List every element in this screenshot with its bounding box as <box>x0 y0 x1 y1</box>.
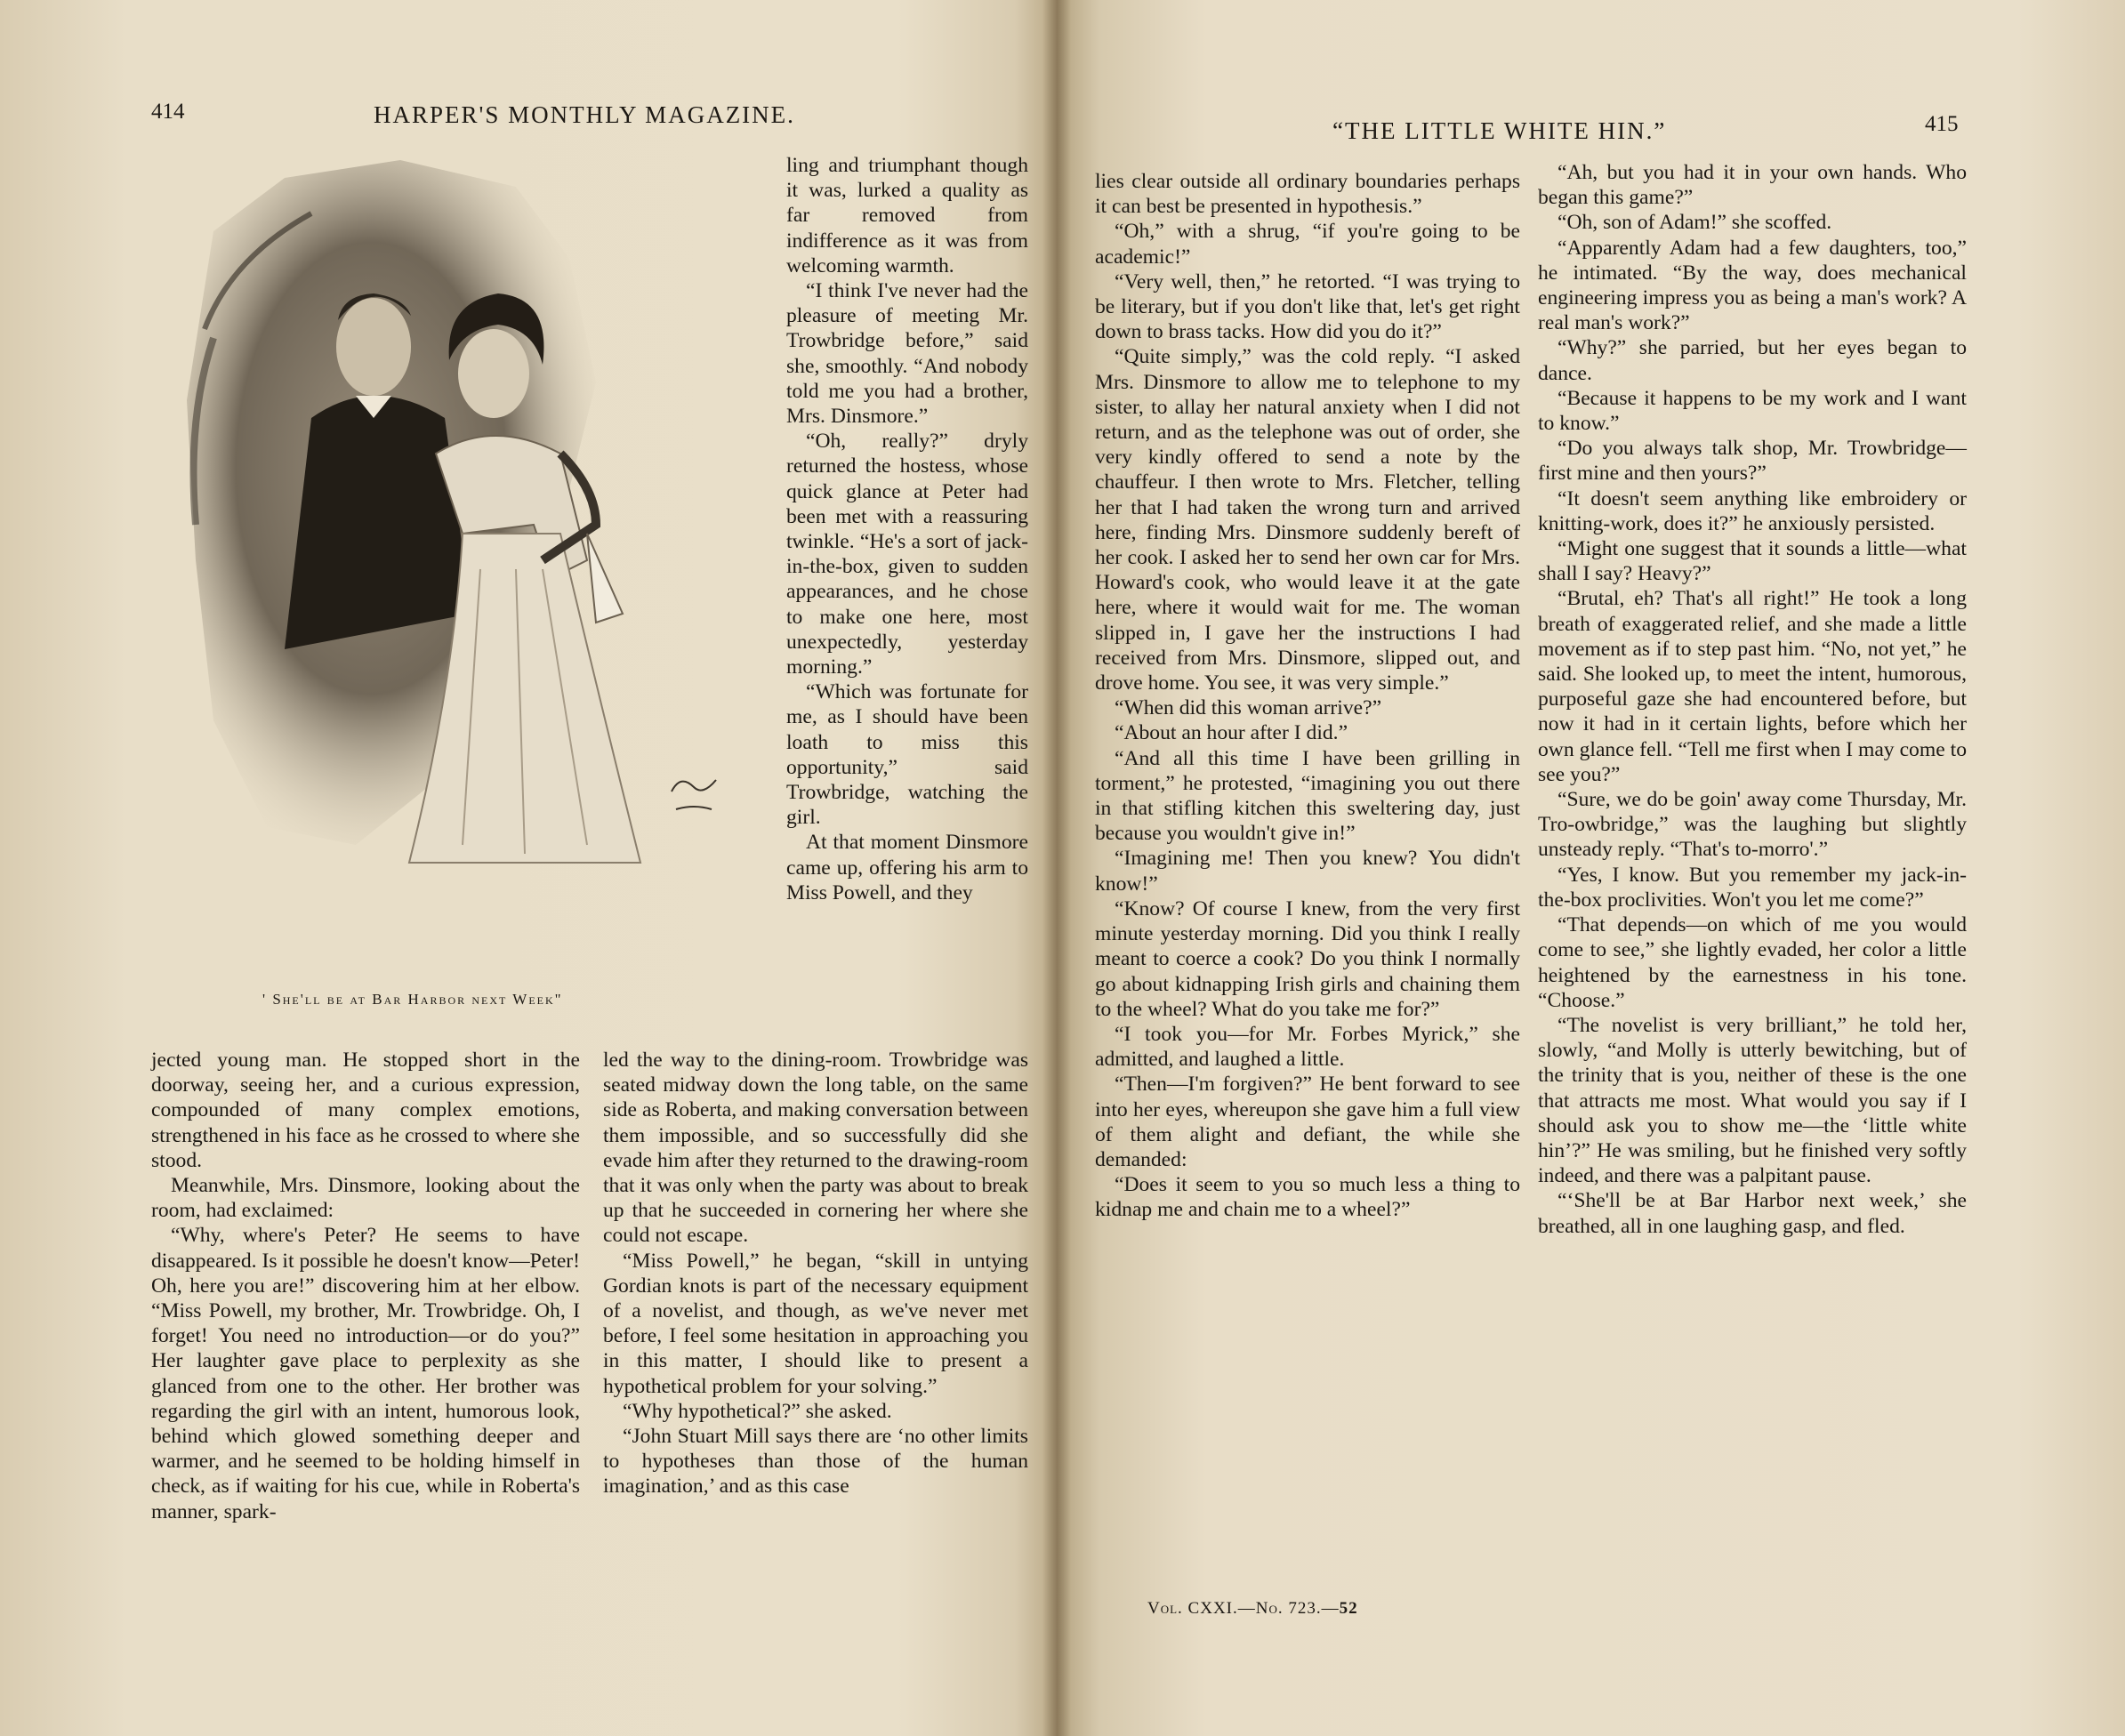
footer-volume: Vol. CXXI.—No. 723.— <box>1147 1599 1340 1618</box>
page-number-left: 414 <box>151 100 185 124</box>
paragraph: “Yes, I know. But you remember my jack-in-the-box proclivities. Won't you let me come?” <box>1538 863 1967 912</box>
paragraph: ling and triumphant though it was, lurked a quality as far removed from indifference as it was from welcoming warmth. <box>786 154 1028 277</box>
paragraph: “I think I've never had the pleasure of meeting Mr. Trowbridge before,” said she, smoothly. “And nobody told me you had a brother, Mrs. Dinsmore.” <box>786 279 1028 429</box>
paragraph: “Why hypothetical?” she asked. <box>623 1399 892 1423</box>
paragraph: “Apparently Adam had a few daughters, too,” he intimated. “By the way, does mechanical engineering impress you as being a man's work? A real man's work?” <box>1538 236 1967 335</box>
paragraph: “I took you—for Mr. Forbes Myrick,” she admitted, and laughed a little. <box>1095 1022 1520 1072</box>
paragraph: “‘She'll be at Bar Harbor next week,’ she breathed, all in one laughing gasp, and fled. <box>1538 1189 1967 1238</box>
paragraph: “Sure, we do be goin' away come Thursday, Mr. Tro-owbridge,” was the laughing but slightly unsteady reply. “That's to-morro'.” <box>1538 788 1967 862</box>
paragraph: “It doesn't seem anything like embroidery or knitting-work, does it?” he anxiously persisted. <box>1538 486 1967 535</box>
paragraph: “Because it happens to be my work and I want to know.” <box>1538 386 1967 436</box>
column-right-top <box>786 153 1028 905</box>
right-page <box>1057 0 2125 1736</box>
paragraph: “Quite simply,” was the cold reply. “I asked Mrs. Dinsmore to allow me to telephone to my sister, to allay her natural anxiety when I did not return, and as the telephone was out of order, she very kindly offered to send a note by the chauffeur. I then wrote to Mrs. Fletcher, telling her that I had taken the wrong turn and arrived here, finding Mrs. Dinsmore suddenly bereft of her cook. I asked her to send her own car for Mrs. Howard's cook, who would leave it at the gate here, where it would wait for me. The woman slipped in, I gave her the instructions I had received from Mrs. Dinsmore, slipped out, and drove home. You see, it was very simple.” <box>1095 345 1520 695</box>
paragraph: “Ah, but you had it in your own hands. Who began this game?” <box>1538 161 1967 210</box>
paragraph: “Might one suggest that it sounds a little—what shall I say? Heavy?” <box>1538 537 1967 586</box>
paragraph: “Do you always talk shop, Mr. Trowbridge—first mine and then yours?” <box>1538 437 1967 486</box>
paragraph: “Oh, really?” dryly returned the hostess, whose quick glance at Peter had been met with a reassuring twinkle. “He's a sort of jack-in-the-box, given to sudden appearances, and he chose to make one here, most unexpectedly, yesterday morning.” <box>786 430 1028 679</box>
paragraph: jected young man. He stopped short in the doorway, seeing her, and a curious expression, compounded of many complex emotions, strengthened in his face as he crossed to where she stood. <box>151 1049 580 1172</box>
paragraph: “Very well, then,” he retorted. “I was trying to be literary, but if you don't like that, let's get right down to brass tacks. How did you do it?” <box>1095 269 1520 344</box>
paragraph: “Does it seem to you so much less a thing to kidnap me and chain me to a wheel?” <box>1095 1173 1520 1222</box>
paragraph: “Brutal, eh? That's all right!” He took a long breath of exaggerated relief, and she made a little movement as if to step past him. “No, not yet,” he said. She looked up, to meet the intent, humorous, purposeful gaze she had encountered before, but now it had in it certain lights, before which her own glance fell. “Tell me first when I may come to see you?” <box>1538 587 1967 786</box>
paragraph: “Then—I'm forgiven?” He bent forward to see into her eyes, whereupon she gave him a full view of them alight and defiant, the while she demanded: <box>1095 1073 1520 1171</box>
paragraph: “That depends—on which of me you would come to see,” she lightly evaded, her color a little heightened by the earnestness in his tone. “Choose.” <box>1538 913 1967 1012</box>
paragraph: “Imagining me! Then you knew? You didn't know!” <box>1095 847 1520 896</box>
paragraph: “Miss Powell,” he began, “skill in untying Gordian knots is part of the necessary equipment of a novelist, and though, as we've never met before, I feel some hesitation in approaching you in this matter, I should like to present a hypothetical problem for your solving.” <box>603 1249 1028 1398</box>
page-number-right: 415 <box>1925 112 1959 136</box>
paragraph: “John Stuart Mill says there are ‘no other limits to hypotheses than those of the human imagination,’ and as this case <box>603 1425 1028 1499</box>
column-right <box>1538 160 1967 1239</box>
left-page <box>0 0 1057 1736</box>
paragraph: “Why?” she parried, but her eyes began to dance. <box>1538 336 1967 385</box>
paragraph: “Know? Of course I knew, from the very first minute yesterday morning. Did you think I really meant to coerce a cook? Do you think I normally go about kidnapping Irish girls and chaining them to the wheel? What do you take me for?” <box>1095 896 1520 1021</box>
illustration-couple <box>178 151 756 934</box>
running-head-right: “THE LITTLE WHITE HIN.” <box>1332 117 1667 144</box>
column-left-bottom <box>151 1048 580 1524</box>
paragraph: “About an hour after I did.” <box>1115 721 1348 745</box>
paragraph: “Why, where's Peter? He seems to have disappeared. Is it possible he doesn't know—Peter! Oh, here you are!” discovering him at her elbow. “Miss Powell, my brother, Mr. Trowbridge. Oh, I forget! You need no introduction—or do you?” Her laughter gave place to perplexity as she glanced from one to the other. Her brother was regarding the girl with an intent, humorous look, behind which glowed something deeper and warmer, and he seemed to be holding himself in check, as if waiting for his cue, while in Roberta's manner, spark- <box>151 1224 580 1523</box>
illustration-caption: ' She'll be at Bar Harbor next Week" <box>262 991 563 1008</box>
paragraph: “The novelist is very brilliant,” he told her, slowly, “and Molly is utterly bewitching, but of the trinity that is you, neither of these is the one that attracts me most. What would you say if I should ask you to show me—the ‘little white hin’?” He was smiling, but he finished very softly indeed, and there was a palpitant pause. <box>1538 1013 1967 1188</box>
paragraph: At that moment Dinsmore came up, offering his arm to Miss Powell, and they <box>786 831 1028 904</box>
column-left <box>1095 169 1520 1223</box>
footer-sheet-number: 52 <box>1339 1599 1358 1618</box>
paragraph: “Which was fortunate for me, as I should have been loath to miss this opportunity,” said Trowbridge, watching the girl. <box>786 680 1028 830</box>
paragraph: “And all this time I have been grilling in torment,” he protested, “imagining you out there in that stifling kitchen this sweltering day, just because you wouldn't give in!” <box>1095 746 1520 846</box>
running-head-left: HARPER'S MONTHLY MAGAZINE. <box>374 101 795 128</box>
page-footer <box>1147 1599 1358 1619</box>
paragraph: Meanwhile, Mrs. Dinsmore, looking about the room, had exclaimed: <box>151 1174 580 1223</box>
paragraph: lies clear outside all ordinary boundaries perhaps it can best be presented in hypothesis.” <box>1095 170 1520 219</box>
paragraph: “When did this woman arrive?” <box>1115 696 1382 720</box>
paragraph: led the way to the dining-room. Trowbridge was seated midway down the long table, on the same side as Roberta, and making conversation between them impossible, and so successfully did she evade him after they returned to the drawing-room that it was only when the party was about to break up that he succeeded in cornering her where she could not escape. <box>603 1049 1028 1248</box>
paragraph: “Oh, son of Adam!” she scoffed. <box>1558 211 1832 235</box>
paragraph: “Oh,” with a shrug, “if you're going to be academic!” <box>1095 220 1520 269</box>
column-right-bottom <box>603 1048 1028 1499</box>
